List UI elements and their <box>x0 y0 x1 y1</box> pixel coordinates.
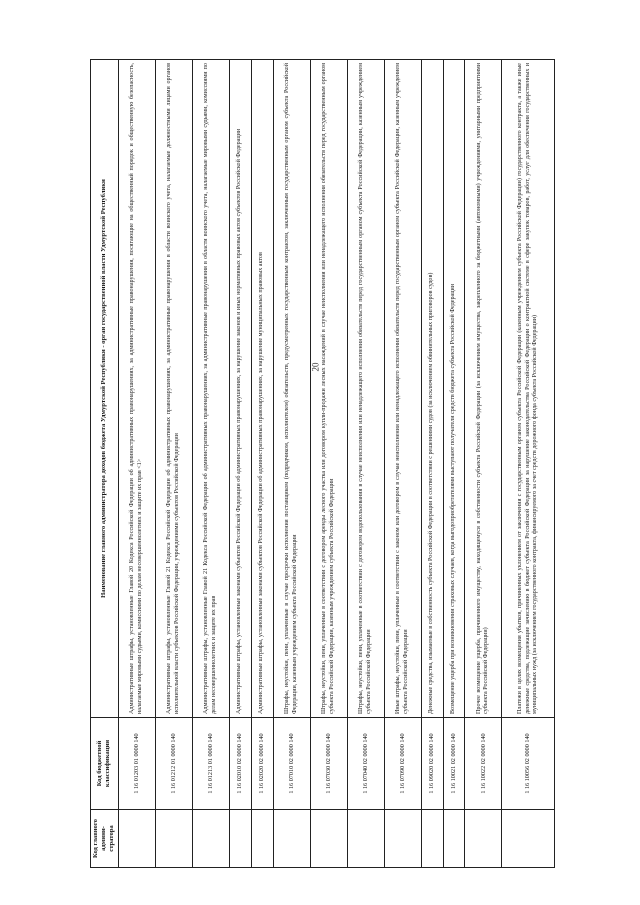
table-row <box>118 60 155 868</box>
revenue-name-cell: Возмещение ущерба при возникновении страховых случаев, когда выгодоприобретателями выступают получатели средств бюджета субъекта Российской Федерации <box>443 60 465 718</box>
admin-code-cell <box>443 810 465 868</box>
revenue-name-cell: Штрафы, неустойки, пени, уплаченные в соответствии с договором водопользования в случае неисполнения или ненадлежащего исполнения обязательств перед государственным органом субъекта Российской Федерации, казенным учреждением субъекта Российской Федерации <box>347 60 384 718</box>
header-name: Наименование главного администратора доходов бюджета Удмуртской Республики - орган государственной власти Удмуртской Республики <box>91 60 119 718</box>
table-row <box>465 60 502 868</box>
table-header-row <box>91 60 119 868</box>
budget-code-cell: 1 16 01213 01 0000 140 <box>192 718 229 810</box>
revenue-administrators-table <box>90 59 555 868</box>
revenue-name-cell: Штрафы, неустойки, пени, уплаченные в случае просрочки исполнения поставщиком (подрядчиком, исполнителем) обязательств, предусмотренных государственным контрактом, заключенным государственным органом субъекта Российской Федерации, казенным учреждением субъекта Российской Федерации <box>273 60 310 718</box>
admin-code-cell <box>421 810 443 868</box>
table-row <box>347 60 384 868</box>
revenue-name-cell: Административные штрафы, установленные Главой 21 Кодекса Российской Федерации об административных правонарушениях, за административные правонарушения в области воинского учета, налагаемые мировыми судьями, комиссиями по делам несовершеннолетних и защите их прав <box>192 60 229 718</box>
table-row <box>421 60 443 868</box>
table-row <box>273 60 310 868</box>
revenue-name-cell: Иные штрафы, неустойки, пени, уплаченные в соответствии с законом или договором в случае неисполнения или ненадлежащего исполнения обязательств перед государственным органом субъекта Российской Федерации, казенным учреждением субъекта Российской Федерации <box>384 60 421 718</box>
table-row <box>384 60 421 868</box>
budget-code-cell: 1 16 07090 02 0000 140 <box>384 718 421 810</box>
header-admin-code: Код главного админи-стратора <box>91 810 119 868</box>
admin-code-cell <box>310 810 347 868</box>
table-body <box>118 60 554 868</box>
table-row <box>192 60 229 868</box>
budget-code-cell: 1 16 10056 02 0000 140 <box>502 718 555 810</box>
table-row <box>443 60 465 868</box>
admin-code-cell <box>192 810 229 868</box>
budget-code-cell: 1 16 01212 01 0000 140 <box>155 718 192 810</box>
admin-code-cell <box>502 810 555 868</box>
budget-code-cell: 1 16 02010 02 0000 140 <box>229 718 251 810</box>
table-row <box>229 60 251 868</box>
admin-code-cell <box>384 810 421 868</box>
admin-code-cell <box>118 810 155 868</box>
table-row <box>502 60 555 868</box>
budget-code-cell: 1 16 09020 02 0000 140 <box>421 718 443 810</box>
revenue-name-cell: Административные штрафы, установленные законами субъектов Российской Федерации об административных правонарушениях, за нарушение муниципальных правовых актов <box>251 60 273 718</box>
table-row <box>251 60 273 868</box>
header-budget-code: Код бюджетной классификации <box>91 718 119 810</box>
revenue-name-cell: Денежные средства, изымаемые в собственность субъекта Российской Федерации в соответствии с решениями судов (за исключением обвинительных приговоров судов) <box>421 60 443 718</box>
revenue-name-cell: Административные штрафы, установленные Главой 20 Кодекса Российской Федерации об административных правонарушениях, за административные правонарушения, посягающие на общественный порядок и общественную безопасность, налагаемые мировыми судьями, комиссиями по делам несовершеннолетних и защите их прав <1> <box>118 60 155 718</box>
admin-code-cell <box>273 810 310 868</box>
revenue-administrators-table-wrapper <box>90 60 555 868</box>
table-row <box>155 60 192 868</box>
admin-code-cell <box>465 810 502 868</box>
table-row <box>310 60 347 868</box>
budget-code-cell: 1 16 10021 02 0000 140 <box>443 718 465 810</box>
budget-code-cell: 1 16 07030 02 0000 140 <box>310 718 347 810</box>
revenue-name-cell: Платежи в целях возмещения убытков, причиненных уклонением от заключения с государственным органом субъекта Российской Федерации (казенным учреждением субъекта Российской Федерации) государственного контракта, а также иные денежные средства, подлежащие зачислению в бюджет субъекта Российской Федерации за нарушение законодательства Российской Федерации о контрактной системе в сфере закупок товаров, работ, услуг для обеспечения государственных и муниципальных нужд (за исключением государственного контракта, финансируемого за счет средств дорожного фонда субъекта Российской Федерации) <box>502 60 555 718</box>
revenue-name-cell: Штрафы, неустойки, пени, уплаченные в соответствии с договором аренды лесного участка или договором купли-продажи лесных насаждений в случае неисполнения или ненадлежащего исполнения обязательств перед государственным органом субъекта Российской Федерации, казенным учреждением субъекта Российской Федерации <box>310 60 347 718</box>
revenue-name-cell: Административные штрафы, установленные законами субъектов Российской Федерации об административных правонарушениях, за нарушение законов и иных нормативных правовых актов субъектов Российской Федерации <box>229 60 251 718</box>
page-number: 20 <box>310 362 321 372</box>
admin-code-cell <box>251 810 273 868</box>
revenue-name-cell: Прочее возмещение ущерба, причиненного имуществу, находящемуся в собственности субъекта Российской Федерации (за исключением имущества, закрепленного за бюджетными (автономными) учреждениями, унитарными предприятиями субъекта Российской Федерации) <box>465 60 502 718</box>
admin-code-cell <box>347 810 384 868</box>
revenue-name-cell: Административные штрафы, установленные Главой 21 Кодекса Российской Федерации об административных правонарушениях, за административные правонарушения в области воинского учета, налагаемые должностными лицами органов исполнительной власти субъектов Российской Федерации, учреждениями субъектов Российской Федерации <box>155 60 192 718</box>
admin-code-cell <box>155 810 192 868</box>
budget-code-cell: 1 16 07010 02 0000 140 <box>273 718 310 810</box>
admin-code-cell <box>229 810 251 868</box>
budget-code-cell: 1 16 10022 02 0000 140 <box>465 718 502 810</box>
budget-code-cell: 1 16 02020 02 0000 140 <box>251 718 273 810</box>
budget-code-cell: 1 16 01203 01 0000 140 <box>118 718 155 810</box>
budget-code-cell: 1 16 07040 02 0000 140 <box>347 718 384 810</box>
